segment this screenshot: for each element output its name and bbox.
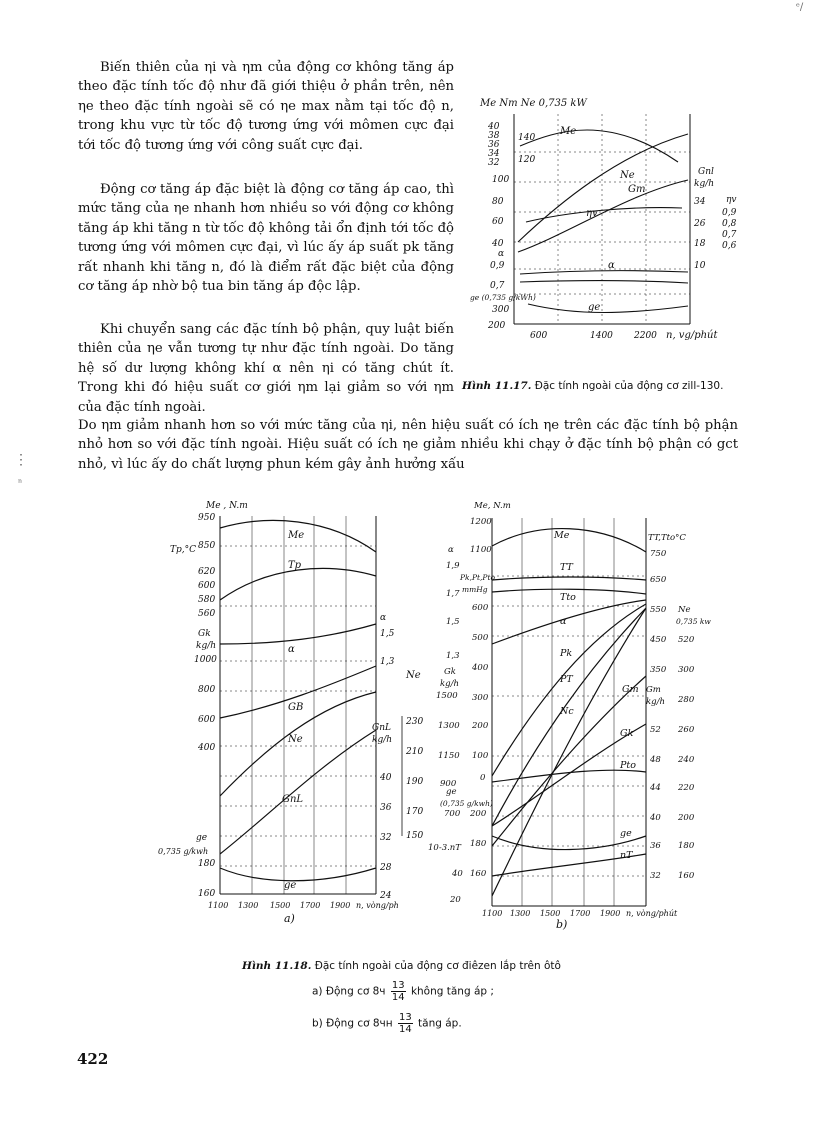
f18b-lt-28: 10-3.nT xyxy=(428,843,461,853)
f17-rt-8: 0,8 xyxy=(722,219,737,229)
f18b-lt-5: Pk,Pt,Pto xyxy=(460,573,495,582)
paragraph-2: Động cơ tăng áp đặc biệt là động cơ tăng áp cao, thì mức tăng của ηe nhanh hơn nhiều so với động cơ không tăng áp khi tăng n từ tốc độ không tải ổn định tới tốc độ tương ứng với mômen cực đại, vì lúc ấy áp suất pk tăng rất nhanh khi tăng n, đó là điểm rất đặc biệt của động cơ tăng áp nhờ bộ tua bin tăng áp độc lập. xyxy=(78,182,454,295)
caption-b-fraction xyxy=(398,1012,413,1035)
f18a-xt-2: 1500 xyxy=(270,901,291,910)
f18b-rt-4: 450 xyxy=(650,635,667,645)
f18b-rt-1: 750 xyxy=(650,549,667,559)
caption-a-den: 14 xyxy=(391,992,405,1003)
f18b-lbl-ge: ge xyxy=(620,828,632,839)
caption-11-18-line-a xyxy=(312,980,494,1003)
f18b-rt-16: 240 xyxy=(678,755,695,765)
f17-lbl-me: Me xyxy=(560,126,577,137)
f18b-lt-16: 300 xyxy=(472,693,489,703)
f18a-lbl-ne: Ne xyxy=(288,734,303,745)
f18a-rt-4: GnL xyxy=(372,723,391,733)
f18b-rt-6: Ne xyxy=(678,605,691,615)
f17-lt-1: 38 xyxy=(488,131,500,141)
f18a-lbl-tp: Tp xyxy=(288,560,302,571)
f17-lt-14: ge (0,735 g/kWh) xyxy=(470,293,536,302)
f17-lt-12: 0,9 xyxy=(490,261,505,271)
f18b-xt-1: 1300 xyxy=(510,909,531,918)
f18b-lt-24: (0,735 g/kwh) xyxy=(440,799,493,808)
f18a-rt-12: 210 xyxy=(406,747,424,757)
f18a-xt-1: 1300 xyxy=(238,901,259,910)
f18a-lt-4: 600 xyxy=(198,581,216,591)
f18b-lbl-me: Me xyxy=(554,530,570,541)
caption-11-18-text: Đặc tính ngoài của động cơ điêzen lắp trên ôtô xyxy=(314,960,561,972)
f18a-lt-6: 560 xyxy=(198,609,216,619)
f18a-lt-14: ge xyxy=(196,833,208,843)
f18a-curve-ge xyxy=(220,868,376,881)
f18b-rt-12: 280 xyxy=(678,695,695,705)
f18a-xt-3: 1700 xyxy=(300,901,321,910)
f17-xlabel: n, vg/phút xyxy=(666,330,718,341)
f18a-lt-3: 620 xyxy=(198,567,216,577)
f18a-lt-1: 950 xyxy=(198,513,216,523)
f17-lt-6: 120 xyxy=(518,155,536,165)
f18b-lt-12: 400 xyxy=(472,663,489,673)
f18b-lt-22: 0 xyxy=(480,773,486,783)
f18b-xt-3: 1700 xyxy=(570,909,591,918)
f18b-rt-22: 180 xyxy=(678,841,695,851)
f17-curve-gm xyxy=(518,180,688,252)
f18b-lt-14: kg/h xyxy=(440,679,459,689)
f18b-lt-23: ge xyxy=(446,787,457,797)
f18b-xt-0: 1100 xyxy=(482,909,503,918)
f17-lt-0: 40 xyxy=(488,122,500,132)
f18a-lbl-ge: ge xyxy=(284,880,297,891)
f18b-curve-pto xyxy=(492,770,646,782)
f18a-sublabel: a) xyxy=(284,912,295,925)
f18b-rt-7: 0,735 kw xyxy=(676,617,711,626)
caption-b-num: 13 xyxy=(398,1012,412,1023)
f18a-rt-11: 230 xyxy=(406,717,424,727)
caption-b-post: tăng áp. xyxy=(418,1017,462,1030)
f18b-lt-10: 500 xyxy=(472,633,489,643)
f18a-lt-11: 800 xyxy=(198,685,216,695)
fig17-header: Me Nm Ne 0,735 kW xyxy=(480,98,587,109)
f18b-lt-27: 180 xyxy=(470,839,487,849)
f18a-curve-alpha xyxy=(220,624,376,644)
f17-lt-2: 36 xyxy=(488,140,500,150)
f18a-lt-0: Me , N.m xyxy=(206,501,248,511)
f17-curve-ge xyxy=(528,304,688,313)
f18b-rt-3: 550 xyxy=(650,605,667,615)
f17-lbl-nv: ηv xyxy=(586,208,598,219)
f17-lt-4: 32 xyxy=(488,158,500,168)
f17-lt-11: α xyxy=(498,249,505,259)
f18a-lt-2: 850 xyxy=(198,541,216,551)
f18b-lt-15: 1500 xyxy=(436,691,458,701)
f18a-curve-gnl xyxy=(220,730,376,854)
f18a-lbl-gnl: GnL xyxy=(282,794,304,805)
f17-rt-4: 18 xyxy=(694,239,706,249)
f18b-xt-4: 1900 xyxy=(600,909,621,918)
f18a-lt-7: Tp,°C xyxy=(170,545,197,555)
figure-11-18a xyxy=(158,496,436,932)
f17-lbl-alpha: α xyxy=(608,260,615,271)
f18b-lt-0: Me, N.m xyxy=(474,501,511,511)
f17-curve-ne xyxy=(518,134,688,242)
caption-b-den: 14 xyxy=(398,1024,412,1035)
side-mark-2: ⁿ xyxy=(18,478,23,489)
f18b-lt-7: 1,7 xyxy=(446,589,460,599)
caption-11-18 xyxy=(242,960,561,972)
f18a-lt-5: 580 xyxy=(198,595,216,605)
f18a-lt-13: 400 xyxy=(198,743,216,753)
f17-lt-9: 60 xyxy=(492,217,504,227)
f18a-lt-15: 0,735 g/kwh xyxy=(158,847,209,856)
f17-lt-5: 140 xyxy=(518,133,536,143)
f17-rt-0: Gnl xyxy=(698,167,714,177)
f18b-lt-2: 1100 xyxy=(470,545,492,555)
f17-rt-2: 34 xyxy=(694,197,706,207)
f17-lt-13: 0,7 xyxy=(490,281,505,291)
f18b-lbl-gm: Gm xyxy=(622,684,639,695)
f18b-lt-31: 20 xyxy=(450,895,461,905)
f18b-curve-tt xyxy=(492,577,646,580)
caption-11-18-line-b xyxy=(312,1012,462,1035)
f18a-rt-14: 170 xyxy=(406,807,424,817)
f18b-lt-26: 200 xyxy=(470,809,487,819)
f18b-rt-23: 32 xyxy=(650,871,661,881)
f17-curve-alpha xyxy=(520,271,688,274)
f18b-lt-6: mmHg xyxy=(462,585,488,594)
f18a-rt-15: 150 xyxy=(406,831,424,841)
f18a-lbl-me: Me xyxy=(288,530,305,541)
f18a-rt-5: kg/h xyxy=(372,735,393,745)
f18b-rt-21: 36 xyxy=(650,841,661,851)
caption-a-fraction xyxy=(391,980,406,1003)
f18a-rt-9: 28 xyxy=(380,863,392,873)
f17-lt-7: 100 xyxy=(492,175,510,185)
f18b-lbl-pk: Pk xyxy=(560,648,573,659)
f18a-rt-1: 1,5 xyxy=(380,629,395,639)
f18a-rt-8: 32 xyxy=(380,833,392,843)
figure-11-18b xyxy=(420,496,720,932)
f18b-lt-20: 100 xyxy=(472,751,489,761)
f17-rt-5: 10 xyxy=(694,261,706,271)
f18a-xt-4: 1900 xyxy=(330,901,351,910)
f18b-curve-alpha xyxy=(492,600,646,644)
f17-lbl-gm: Gm xyxy=(628,184,646,195)
f17-lbl-ge: ge xyxy=(588,302,601,313)
f18a-rt-2: 1,3 xyxy=(380,657,395,667)
f17-rt-1: kg/h xyxy=(694,179,715,189)
paragraph-3a: Khi chuyển sang các đặc tính bộ phận, quy luật biến thiên của ηe vẫn tương tự như đặc tính ngoài. Do tăng hệ số dư lượng không khí α nên ηi có tăng chút ít. Trong khi đó hiệu suất cơ giới ηm lại giảm so với ηm của đặc tính ngoài. xyxy=(78,322,454,415)
caption-a-num: 13 xyxy=(391,980,405,991)
f18a-xt-0: 1100 xyxy=(208,901,229,910)
f18a-lt-10: 1000 xyxy=(194,655,217,665)
f18a-lbl-alpha: α xyxy=(288,644,295,655)
f18b-lt-9: 1,5 xyxy=(446,617,460,627)
caption-a-post: không tăng áp ; xyxy=(410,985,494,998)
f18a-lt-12: 600 xyxy=(198,715,216,725)
f18b-lbl-gk: Gk xyxy=(620,728,634,739)
f17-rt-6: ηv xyxy=(726,195,737,205)
f18b-curve-pt xyxy=(492,608,646,826)
caption-b-pre: b) Động cơ 8чн xyxy=(312,1017,393,1030)
f18b-lt-19: 1150 xyxy=(438,751,460,761)
page-number: 422 xyxy=(77,1050,109,1068)
f18b-lbl-nt: nT xyxy=(620,850,633,861)
f18a-rt-6: 40 xyxy=(380,773,392,783)
f17-lt-8: 80 xyxy=(492,197,504,207)
f18a-curve-tp xyxy=(220,568,376,600)
caption-a-pre: a) Động cơ 8ч xyxy=(312,985,386,998)
side-mark-1: ⋮ xyxy=(14,452,28,468)
f17-lt-10: 40 xyxy=(492,239,504,249)
f18b-lt-21: 900 xyxy=(440,779,457,789)
f18b-rt-13: 260 xyxy=(678,725,695,735)
f17-rt-3: 26 xyxy=(694,219,706,229)
f17-rt-9: 0,7 xyxy=(722,230,737,240)
f18b-lt-4: 1,9 xyxy=(446,561,460,571)
f18b-lt-29: 160 xyxy=(470,869,487,879)
f18b-rt-11: kg/h xyxy=(646,697,665,707)
f17-lt-15: 300 xyxy=(492,305,510,315)
f18b-lt-25: 700 xyxy=(444,809,461,819)
f18a-lt-9: kg/h xyxy=(196,641,217,651)
f18a-lt-16: 180 xyxy=(198,859,216,869)
f18b-lbl-tto: Tto xyxy=(560,592,576,603)
paragraph-3b: Do ηm giảm nhanh hơn so với mức tăng của ηi, nên hiệu suất có ích ηe trên các đặc tính bộ phận nhỏ hơn so với đặc tính ngoài. Hiệu suất có ích ηe giảm nhiều khi chạy ở đặc tính bộ phận có gct nhỏ, vì lúc ấy do chất lượng phun kém gây ảnh hưởng xấu xyxy=(78,418,738,472)
f18b-rt-0: TT,Tto°C xyxy=(648,533,686,543)
f18b-lbl-tt: TT xyxy=(560,562,573,573)
caption-11-17 xyxy=(462,380,723,392)
f18b-rt-14: 52 xyxy=(650,725,661,735)
f18b-lt-8: 600 xyxy=(472,603,489,613)
f17-xt-1: 1400 xyxy=(590,331,613,341)
paragraph-1: Biến thiên của ηi và ηm của động cơ không tăng áp theo đặc tính tốc độ như đã giới thiệu ở phần trên, nên ηe theo đặc tính ngoài sẽ có ηe max nằm tại tốc độ n, trong khu vực từ tốc độ tương ứng với mômen cực đại tới tốc độ tương ứng với công suất cực đại. xyxy=(78,60,454,153)
f18b-rt-19: 40 xyxy=(650,813,661,823)
f18a-rt-7: 36 xyxy=(380,803,392,813)
f17-rt-7: 0,9 xyxy=(722,208,737,218)
f18a-rt-10: 24 xyxy=(380,891,392,901)
f18b-sublabel: b) xyxy=(556,918,568,931)
f18b-xt-2: 1500 xyxy=(540,909,561,918)
f18b-lbl-alpha: α xyxy=(560,616,567,627)
f17-lt-3: 34 xyxy=(488,149,500,159)
caption-11-17-label: Hình 11.17. xyxy=(462,380,532,392)
f18a-rt-13: 190 xyxy=(406,777,424,787)
f17-xt-0: 600 xyxy=(530,331,548,341)
f18b-lbl-pt: PT xyxy=(560,674,573,685)
f18a-lt-17: 160 xyxy=(198,889,216,899)
f18b-rt-17: 44 xyxy=(650,783,661,793)
f17-lbl-ne: Ne xyxy=(620,170,635,181)
f18b-lt-3: α xyxy=(448,545,454,555)
f17-rt-10: 0,6 xyxy=(722,241,737,251)
f18b-rt-18: 220 xyxy=(678,783,695,793)
caption-11-18-label: Hình 11.18. xyxy=(242,960,312,972)
f18b-lbl-pto: Pto xyxy=(620,760,636,771)
f18b-rt-2: 650 xyxy=(650,575,667,585)
f18b-lbl-nc: Nc xyxy=(560,706,574,717)
f18b-lt-18: 200 xyxy=(472,721,489,731)
f18b-lt-30: 40 xyxy=(452,869,463,879)
f17-curve-nv xyxy=(526,208,682,222)
f18b-rt-20: 200 xyxy=(678,813,695,823)
f18a-rt-3: Ne xyxy=(406,670,421,681)
f18a-lt-8: Gk xyxy=(198,629,211,639)
f18b-lt-1: 1200 xyxy=(470,517,492,527)
f17-lt-16: 200 xyxy=(488,321,506,331)
f18a-lbl-gb: GB xyxy=(288,702,304,713)
f18b-lt-11: 1,3 xyxy=(446,651,460,661)
f17-xt-2: 2200 xyxy=(634,331,657,341)
f18b-rt-10: Gm xyxy=(646,685,661,695)
f18b-rt-15: 48 xyxy=(650,755,661,765)
figure-11-17 xyxy=(468,94,768,374)
caption-11-17-text: Đặc tính ngoài của động cơ zill-130. xyxy=(534,380,724,392)
corner-mark: ᵉ/ xyxy=(796,2,804,13)
f18a-xlabel: n, vòng/ph xyxy=(356,901,399,910)
f18b-lt-13: Gk xyxy=(444,667,456,677)
f18b-rt-8: 520 xyxy=(678,635,695,645)
f18b-xlabel: n, vòng/phút xyxy=(626,909,678,918)
f18b-rt-24: 160 xyxy=(678,871,695,881)
f18b-rt-5: 350 xyxy=(650,665,667,675)
f18b-lt-17: 1300 xyxy=(438,721,460,731)
f18b-rt-9: 300 xyxy=(678,665,695,675)
f18a-rt-0: α xyxy=(380,613,387,623)
f17-curve-alpha2 xyxy=(520,281,688,283)
